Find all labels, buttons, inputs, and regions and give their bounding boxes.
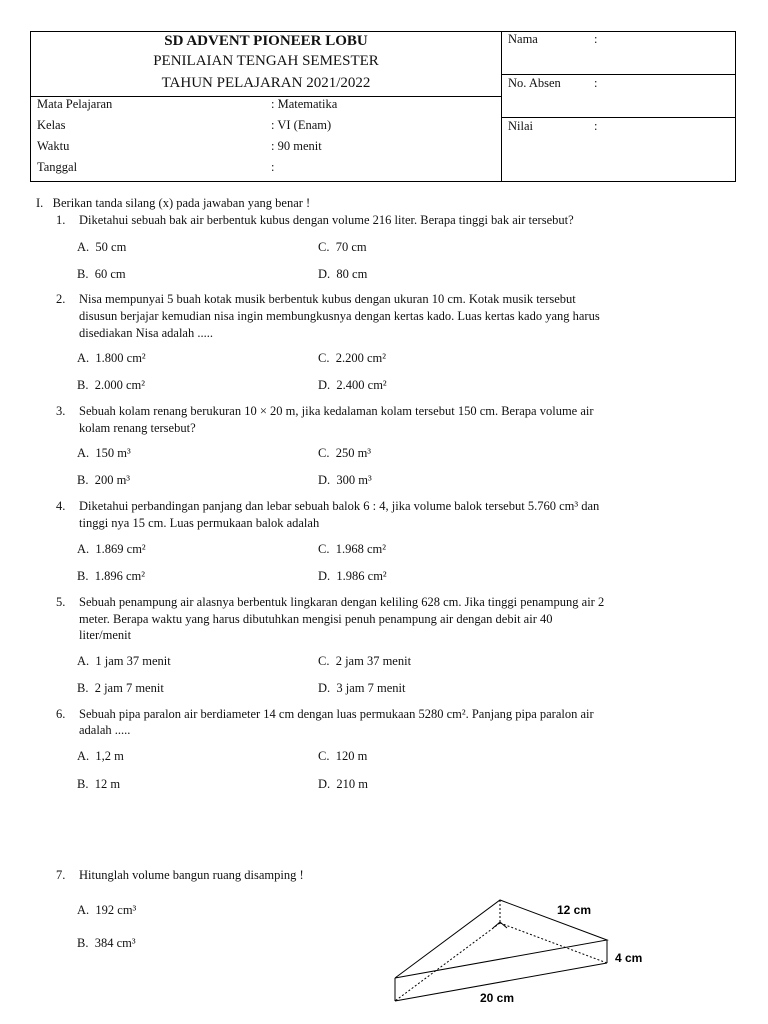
school-name: SD ADVENT PIONEER LOBU: [164, 33, 368, 49]
option-b[interactable]: B. 1.896 cm²: [77, 569, 145, 583]
question-text: Nisa mempunyai 5 buah kotak musik berbentuk kubus dengan ukuran 10 cm. Kotak musik tersebut: [79, 292, 576, 306]
option-d[interactable]: D. 300 m³: [318, 473, 372, 487]
option-c[interactable]: C. 2.200 cm²: [318, 351, 386, 365]
option-d[interactable]: D. 1.986 cm²: [318, 569, 387, 583]
question-text: Diketahui perbandingan panjang dan lebar sebuah balok 6 : 4, jika volume balok tersebut 5.760 cm³ dan: [79, 499, 600, 513]
header-box: [30, 31, 736, 182]
question-text: Hitunglah volume bangun ruang disamping !: [79, 868, 304, 882]
divider: [501, 74, 735, 75]
label-top-edge: 12 cm: [557, 903, 592, 917]
value-subject: : Matematika: [271, 97, 338, 111]
option-b[interactable]: B. 2.000 cm²: [77, 378, 145, 392]
question-number: 2.: [56, 292, 66, 306]
label-time: Waktu: [37, 139, 70, 153]
option-d[interactable]: D. 3 jam 7 menit: [318, 681, 406, 695]
option-c[interactable]: C. 1.968 cm²: [318, 542, 386, 556]
school-year: TAHUN PELAJARAN 2021/2022: [161, 75, 371, 91]
label-score: Nilai: [508, 119, 533, 133]
label-bottom-edge: 20 cm: [480, 991, 515, 1005]
label-class: Kelas: [37, 118, 66, 132]
option-a[interactable]: A. 1,2 m: [77, 749, 124, 763]
option-d[interactable]: D. 80 cm: [318, 267, 368, 281]
exam-title: PENILAIAN TENGAH SEMESTER: [153, 53, 379, 69]
question-text: tinggi nya 15 cm. Luas permukaan balok adalah: [79, 516, 320, 530]
option-d[interactable]: D. 2.400 cm²: [318, 378, 387, 392]
option-b[interactable]: B. 2 jam 7 menit: [77, 681, 164, 695]
value-class: : VI (Enam): [271, 118, 332, 132]
question-number: 5.: [56, 595, 66, 609]
question-text: Sebuah kolam renang berukuran 10 × 20 m, jika kedalaman kolam tersebut 150 cm. Berapa volume air: [79, 404, 594, 418]
option-a[interactable]: A. 1 jam 37 menit: [77, 654, 171, 668]
option-a[interactable]: A. 150 m³: [77, 446, 131, 460]
option-b[interactable]: B. 200 m³: [77, 473, 131, 487]
option-d[interactable]: D. 210 m: [318, 777, 368, 791]
option-b[interactable]: B. 60 cm: [77, 267, 126, 281]
question-text: Sebuah pipa paralon air berdiameter 14 cm dengan luas permukaan 5280 cm². Panjang pipa paralon air: [79, 707, 594, 721]
question-text: adalah .....: [79, 723, 131, 737]
triangular-prism-figure: [385, 890, 665, 1024]
option-c[interactable]: C. 120 m: [318, 749, 368, 763]
option-b[interactable]: B. 384 cm³: [77, 936, 136, 950]
colon-name: :: [594, 32, 598, 46]
question-text: disusun berjajar kemudian nisa ingin membungkusnya dengan kertas kado. Luas kertas kado yang harus: [79, 309, 600, 323]
option-a[interactable]: A. 192 cm³: [77, 903, 137, 917]
question-text: Sebuah penampung air alasnya berbentuk lingkaran dengan keliling 628 cm. Jika tinggi penampung air 2: [79, 595, 605, 609]
divider: [501, 117, 735, 118]
question-text: kolam renang tersebut?: [79, 421, 196, 435]
question-number: 6.: [56, 707, 66, 721]
question-number: 4.: [56, 499, 66, 513]
colon-score: :: [594, 119, 598, 133]
section-instruction: I. Berikan tanda silang (x) pada jawaban yang benar !: [36, 196, 311, 210]
label-subject: Mata Pelajaran: [37, 97, 113, 111]
question-number: 3.: [56, 404, 66, 418]
option-a[interactable]: A. 1.800 cm²: [77, 351, 146, 365]
question-number: 7.: [56, 868, 66, 882]
question-text: disediakan Nisa adalah .....: [79, 326, 213, 340]
question-text: Diketahui sebuah bak air berbentuk kubus dengan volume 216 liter. Berapa tinggi bak air tersebut?: [79, 213, 574, 227]
value-date: :: [271, 160, 275, 174]
label-height: 4 cm: [615, 951, 643, 965]
question-number: 1.: [56, 213, 66, 227]
value-time: : 90 menit: [271, 139, 322, 153]
colon-absen: :: [594, 76, 598, 90]
option-a[interactable]: A. 50 cm: [77, 240, 127, 254]
option-c[interactable]: C. 250 m³: [318, 446, 372, 460]
option-a[interactable]: A. 1.869 cm²: [77, 542, 146, 556]
option-c[interactable]: C. 2 jam 37 menit: [318, 654, 412, 668]
question-text: liter/menit: [79, 628, 132, 642]
option-b[interactable]: B. 12 m: [77, 777, 121, 791]
option-c[interactable]: C. 70 cm: [318, 240, 367, 254]
question-text: meter. Berapa waktu yang harus dibutuhkan mengisi penuh penampung air dengan debit air 40: [79, 612, 553, 626]
divider: [501, 32, 502, 181]
label-date: Tanggal: [37, 160, 78, 174]
label-absen: No. Absen: [508, 76, 561, 90]
label-name: Nama: [508, 32, 538, 46]
